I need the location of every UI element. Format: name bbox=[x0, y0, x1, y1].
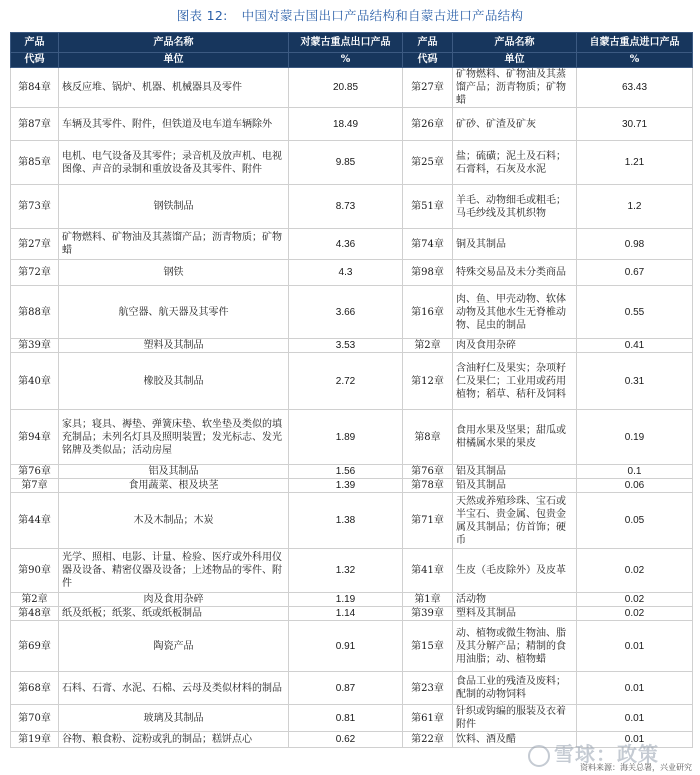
right-chapter-code: 第2章 bbox=[403, 339, 453, 353]
export-product-name: 矿物燃料、矿物油及其蒸馏产品；沥青物质；矿物蜡 bbox=[59, 229, 289, 260]
table-row bbox=[11, 353, 693, 410]
header-unit-left: 单位 bbox=[59, 53, 289, 68]
header-code-bottom-right: 代码 bbox=[403, 53, 453, 68]
left-chapter-code: 第72章 bbox=[11, 260, 59, 286]
right-chapter-code: 第22章 bbox=[403, 732, 453, 748]
import-share-value: 0.1 bbox=[577, 465, 693, 479]
export-share-value: 18.49 bbox=[289, 108, 403, 141]
import-share-value: 0.05 bbox=[577, 493, 693, 549]
export-share-value: 3.53 bbox=[289, 339, 403, 353]
export-product-name: 塑料及其制品 bbox=[59, 339, 289, 353]
export-product-name: 车辆及其零件、附件，但铁道及电车道车辆除外 bbox=[59, 108, 289, 141]
export-share-value: 0.81 bbox=[289, 705, 403, 732]
import-product-name: 塑料及其制品 bbox=[453, 607, 577, 621]
header-code-top-left: 产品 bbox=[11, 33, 59, 53]
right-chapter-code: 第41章 bbox=[403, 549, 453, 593]
left-chapter-code: 第88章 bbox=[11, 286, 59, 339]
export-product-name: 铝及其制品 bbox=[59, 465, 289, 479]
header-export: 对蒙古重点出口产品 bbox=[289, 33, 403, 53]
left-chapter-code: 第87章 bbox=[11, 108, 59, 141]
export-share-value: 1.89 bbox=[289, 410, 403, 465]
table-row bbox=[11, 672, 693, 705]
right-chapter-code: 第12章 bbox=[403, 353, 453, 410]
import-product-name: 羊毛、动物细毛或粗毛；马毛纱线及其机织物 bbox=[453, 185, 577, 229]
right-chapter-code: 第27章 bbox=[403, 68, 453, 108]
export-share-value: 1.38 bbox=[289, 493, 403, 549]
export-share-value: 1.14 bbox=[289, 607, 403, 621]
import-product-name: 含油籽仁及果实；杂项籽仁及果仁；工业用或药用植物；稻草、秸秆及饲料 bbox=[453, 353, 577, 410]
import-product-name: 生皮（毛皮除外）及皮革 bbox=[453, 549, 577, 593]
import-product-name: 食品工业的残渣及废料；配制的动物饲料 bbox=[453, 672, 577, 705]
left-chapter-code: 第70章 bbox=[11, 705, 59, 732]
trade-structure-table bbox=[10, 32, 693, 748]
left-chapter-code: 第48章 bbox=[11, 607, 59, 621]
table-row bbox=[11, 493, 693, 549]
import-share-value: 0.19 bbox=[577, 410, 693, 465]
right-chapter-code: 第78章 bbox=[403, 479, 453, 493]
table-row bbox=[11, 621, 693, 672]
export-product-name: 家具；寝具、褥垫、弹簧床垫、软坐垫及类似的填充制品；未列名灯具及照明装置；发光标志、发光铭牌及类似品；活动房屋 bbox=[59, 410, 289, 465]
right-chapter-code: 第76章 bbox=[403, 465, 453, 479]
import-share-value: 0.31 bbox=[577, 353, 693, 410]
import-share-value: 63.43 bbox=[577, 68, 693, 108]
table-row bbox=[11, 593, 693, 607]
import-share-value: 0.01 bbox=[577, 705, 693, 732]
left-chapter-code: 第2章 bbox=[11, 593, 59, 607]
import-product-name: 动、植物或微生物油、脂及其分解产品；精制的食用油脂；动、植物蜡 bbox=[453, 621, 577, 672]
import-share-value: 1.21 bbox=[577, 141, 693, 185]
right-chapter-code: 第98章 bbox=[403, 260, 453, 286]
export-product-name: 木及木制品；木炭 bbox=[59, 493, 289, 549]
import-share-value: 1.2 bbox=[577, 185, 693, 229]
export-product-name: 电机、电气设备及其零件；录音机及放声机、电视图像、声音的录制和重放设备及其零件、附件 bbox=[59, 141, 289, 185]
table-row bbox=[11, 68, 693, 108]
left-chapter-code: 第76章 bbox=[11, 465, 59, 479]
right-chapter-code: 第51章 bbox=[403, 185, 453, 229]
right-chapter-code: 第26章 bbox=[403, 108, 453, 141]
export-product-name: 橡胶及其制品 bbox=[59, 353, 289, 410]
table-row bbox=[11, 410, 693, 465]
left-chapter-code: 第27章 bbox=[11, 229, 59, 260]
left-chapter-code: 第40章 bbox=[11, 353, 59, 410]
export-product-name: 陶瓷产品 bbox=[59, 621, 289, 672]
header-import: 自蒙古重点进口产品 bbox=[577, 33, 693, 53]
left-chapter-code: 第7章 bbox=[11, 479, 59, 493]
header-unit-right: 单位 bbox=[453, 53, 577, 68]
import-share-value: 0.01 bbox=[577, 621, 693, 672]
header-pct-left: % bbox=[289, 53, 403, 68]
export-product-name: 纸及纸板；纸浆、纸或纸板制品 bbox=[59, 607, 289, 621]
export-share-value: 9.85 bbox=[289, 141, 403, 185]
header-code-top-right: 产品 bbox=[403, 33, 453, 53]
export-product-name: 光学、照相、电影、计量、检验、医疗或外科用仪器及设备、精密仪器及设备；上述物品的零件、附件 bbox=[59, 549, 289, 593]
import-product-name: 特殊交易品及未分类商品 bbox=[453, 260, 577, 286]
import-share-value: 0.41 bbox=[577, 339, 693, 353]
header-pct-right: % bbox=[577, 53, 693, 68]
import-product-name: 肉、鱼、甲壳动物、软体动物及其他水生无脊椎动物、昆虫的制品 bbox=[453, 286, 577, 339]
export-product-name: 食用蔬菜、根及块茎 bbox=[59, 479, 289, 493]
right-chapter-code: 第61章 bbox=[403, 705, 453, 732]
import-share-value: 30.71 bbox=[577, 108, 693, 141]
table-row bbox=[11, 185, 693, 229]
table-row bbox=[11, 479, 693, 493]
import-product-name: 盐；硫磺；泥土及石料；石膏料，石灰及水泥 bbox=[453, 141, 577, 185]
left-chapter-code: 第69章 bbox=[11, 621, 59, 672]
import-share-value: 0.01 bbox=[577, 732, 693, 748]
import-product-name: 活动物 bbox=[453, 593, 577, 607]
export-share-value: 1.19 bbox=[289, 593, 403, 607]
table-row bbox=[11, 339, 693, 353]
table-row bbox=[11, 108, 693, 141]
export-share-value: 0.62 bbox=[289, 732, 403, 748]
table-row bbox=[11, 229, 693, 260]
import-share-value: 0.06 bbox=[577, 479, 693, 493]
export-share-value: 0.91 bbox=[289, 621, 403, 672]
right-chapter-code: 第39章 bbox=[403, 607, 453, 621]
table-row bbox=[11, 141, 693, 185]
import-product-name: 针织或钩编的服装及衣着附件 bbox=[453, 705, 577, 732]
export-share-value: 20.85 bbox=[289, 68, 403, 108]
right-chapter-code: 第23章 bbox=[403, 672, 453, 705]
left-chapter-code: 第68章 bbox=[11, 672, 59, 705]
import-share-value: 0.02 bbox=[577, 607, 693, 621]
xueqiu-logo-icon bbox=[528, 745, 550, 767]
import-share-value: 0.98 bbox=[577, 229, 693, 260]
export-share-value: 1.39 bbox=[289, 479, 403, 493]
export-product-name: 核反应堆、锅炉、机器、机械器具及零件 bbox=[59, 68, 289, 108]
import-product-name: 铜及其制品 bbox=[453, 229, 577, 260]
import-product-name: 铝及其制品 bbox=[453, 465, 577, 479]
right-chapter-code: 第15章 bbox=[403, 621, 453, 672]
export-product-name: 钢铁制品 bbox=[59, 185, 289, 229]
import-product-name: 矿砂、矿渣及矿灰 bbox=[453, 108, 577, 141]
figure-number: 图表 12: bbox=[176, 8, 228, 23]
export-share-value: 8.73 bbox=[289, 185, 403, 229]
table-row bbox=[11, 549, 693, 593]
import-product-name: 肉及食用杂碎 bbox=[453, 339, 577, 353]
table-row bbox=[11, 705, 693, 732]
left-chapter-code: 第84章 bbox=[11, 68, 59, 108]
table-row bbox=[11, 607, 693, 621]
figure-title bbox=[0, 6, 700, 24]
left-chapter-code: 第19章 bbox=[11, 732, 59, 748]
import-share-value: 0.55 bbox=[577, 286, 693, 339]
right-chapter-code: 第25章 bbox=[403, 141, 453, 185]
import-product-name: 铅及其制品 bbox=[453, 479, 577, 493]
export-product-name: 肉及食用杂碎 bbox=[59, 593, 289, 607]
right-chapter-code: 第74章 bbox=[403, 229, 453, 260]
export-product-name: 石料、石膏、水泥、石棉、云母及类似材料的制品 bbox=[59, 672, 289, 705]
import-share-value: 0.67 bbox=[577, 260, 693, 286]
right-chapter-code: 第8章 bbox=[403, 410, 453, 465]
export-share-value: 4.3 bbox=[289, 260, 403, 286]
watermark-text: 雪球：政策 bbox=[554, 742, 659, 766]
export-share-value: 0.87 bbox=[289, 672, 403, 705]
table-row bbox=[11, 465, 693, 479]
left-chapter-code: 第94章 bbox=[11, 410, 59, 465]
right-chapter-code: 第16章 bbox=[403, 286, 453, 339]
import-share-value: 0.01 bbox=[577, 672, 693, 705]
right-chapter-code: 第71章 bbox=[403, 493, 453, 549]
export-product-name: 玻璃及其制品 bbox=[59, 705, 289, 732]
export-share-value: 1.56 bbox=[289, 465, 403, 479]
right-chapter-code: 第1章 bbox=[403, 593, 453, 607]
import-share-value: 0.02 bbox=[577, 549, 693, 593]
table-row bbox=[11, 286, 693, 339]
export-product-name: 钢铁 bbox=[59, 260, 289, 286]
export-share-value: 3.66 bbox=[289, 286, 403, 339]
export-share-value: 4.36 bbox=[289, 229, 403, 260]
header-code-bottom-left: 代码 bbox=[11, 53, 59, 68]
export-product-name: 谷物、粮食粉、淀粉或乳的制品；糕饼点心 bbox=[59, 732, 289, 748]
import-share-value: 0.02 bbox=[577, 593, 693, 607]
export-share-value: 1.32 bbox=[289, 549, 403, 593]
import-product-name: 食用水果及坚果；甜瓜或柑橘属水果的果皮 bbox=[453, 410, 577, 465]
import-product-name: 矿物燃料、矿物油及其蒸馏产品；沥青物质；矿物蜡 bbox=[453, 68, 577, 108]
header-name-right: 产品名称 bbox=[453, 33, 577, 53]
left-chapter-code: 第44章 bbox=[11, 493, 59, 549]
source-note: 资料来源：海关总署，兴业研究 bbox=[580, 763, 692, 772]
left-chapter-code: 第90章 bbox=[11, 549, 59, 593]
header-name-left: 产品名称 bbox=[59, 33, 289, 53]
left-chapter-code: 第85章 bbox=[11, 141, 59, 185]
left-chapter-code: 第73章 bbox=[11, 185, 59, 229]
import-product-name: 天然或养殖珍珠、宝石或半宝石、贵金属、包贵金属及其制品；仿首饰；硬币 bbox=[453, 493, 577, 549]
export-share-value: 2.72 bbox=[289, 353, 403, 410]
import-product-name: 饮料、酒及醋 bbox=[453, 732, 577, 748]
left-chapter-code: 第39章 bbox=[11, 339, 59, 353]
table-row bbox=[11, 260, 693, 286]
figure-title-text: 中国对蒙古国出口产品结构和自蒙古进口产品结构 bbox=[241, 8, 524, 23]
export-product-name: 航空器、航天器及其零件 bbox=[59, 286, 289, 339]
